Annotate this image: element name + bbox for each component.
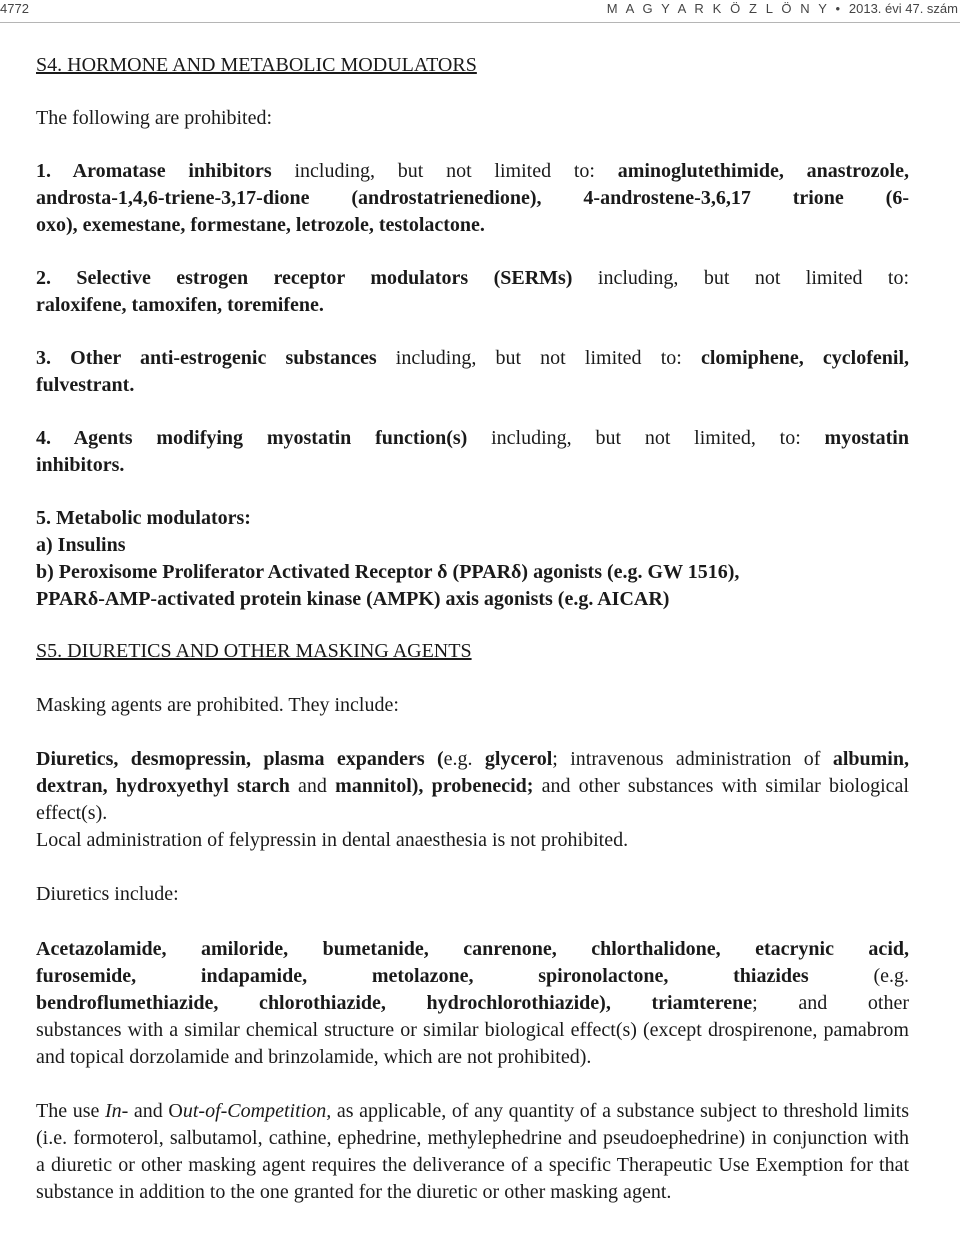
s4-item-2 — [36, 265, 909, 292]
document-body — [36, 52, 909, 1206]
masking-glycerol: glycerol — [484, 748, 553, 770]
s5-intro: Masking agents are prohibited. They include: — [36, 694, 399, 716]
page-number: 4772 — [0, 1, 29, 16]
item-1-list-a: aminoglutethimide, anastrozole, — [617, 160, 909, 182]
tue-in-competition: In- — [104, 1100, 129, 1122]
item-2-lead: 2. Selective estrogen receptor modulators (SERMs) — [36, 267, 573, 289]
item-3-list-a: clomiphene, cyclofenil, — [700, 347, 909, 369]
s4-item-5-title: 5. Metabolic modulators: — [36, 507, 251, 529]
masking-eg — [444, 748, 485, 770]
s4-item-5-a: a) Insulins — [36, 534, 126, 556]
item-3-mid: including, but not limited to: — [376, 347, 701, 369]
journal-name: M A G Y A R K Ö Z L Ö N Y — [606, 1, 830, 16]
item-4-lead: 4. Agents modifying myostatin function(s) — [36, 427, 468, 449]
diuretics-line-2-rest: (e.g. — [808, 965, 909, 987]
masking-list-a: Diuretics, desmopressin, plasma expanders ( — [36, 748, 444, 770]
page-header — [0, 0, 960, 23]
s4-item-4 — [36, 425, 909, 452]
s4-item-3-list-b: fulvestrant. — [36, 374, 135, 396]
masking-eg-text: e.g. — [443, 748, 485, 770]
tue-a: The use — [36, 1100, 105, 1122]
s4-item-1 — [36, 158, 909, 185]
s4-item-5-b-cont: PPARδ-AMP-activated protein kinase (AMPK) axis agonists (e.g. AICAR) — [36, 588, 670, 610]
issue-number: 2013. évi 47. szám — [848, 1, 958, 16]
item-4-mid: including, but not limited, to: — [467, 427, 825, 449]
masking-text-i: with similar biological effect(s). — [36, 775, 909, 824]
journal-title — [607, 1, 958, 16]
diuretics-include-label: Diuretics include: — [36, 883, 179, 905]
item-1-lead: 1. Aromatase inhibitors — [36, 160, 272, 182]
tue-c: and O — [128, 1100, 183, 1122]
s4-item-5-b: b) Peroxisome Proliferator Activated Receptor δ (PPARδ) agonists (e.g. GW 1516), — [36, 561, 740, 583]
s4-item-4-list-b: inhibitors. — [36, 454, 125, 476]
tue-paragraph — [36, 1098, 909, 1206]
item-2-mid: including, but not limited to: — [572, 267, 910, 289]
diuretics-line-2 — [36, 963, 909, 990]
s4-item-1-line-2: androsta-1,4,6-triene-3,17-dione (androstatrienedione), 4-androstene-3,6,17 trione (6- — [36, 187, 909, 209]
s4-item-3 — [36, 345, 909, 372]
local-administration-note: Local administration of felypressin in dental anaesthesia is not prohibited. — [36, 829, 629, 851]
diuretics-line-3 — [36, 990, 909, 1017]
bullet-separator: • — [835, 1, 843, 16]
s4-intro: The following are prohibited: — [36, 107, 273, 129]
s5-masking-agents-paragraph — [36, 746, 909, 827]
diuretics-line-2-bold: furosemide, indapamide, metolazone, spironolactone, thiazides — [36, 965, 809, 987]
section-heading-s5: S5. DIURETICS AND OTHER MASKING AGENTS — [36, 640, 472, 662]
s4-item-2-list: raloxifene, tamoxifen, toremifene. — [36, 294, 324, 316]
s4-item-1-line-3: oxo), exemestane, formestane, letrozole, testolactone. — [36, 214, 485, 236]
diuretics-line-3-rest: ; and other — [752, 992, 909, 1014]
diuretics-rest: substances with a similar chemical structure or similar biological effect(s) (except drospirenone, pamabrom and topical dorzolamide and brinzolamide, which are not prohibited). — [36, 1019, 909, 1068]
section-heading-s4: S4. HORMONE AND METABOLIC MODULATORS — [36, 54, 477, 76]
masking-text-d: ; intravenous administration of — [552, 748, 821, 770]
masking-text-f: and — [289, 775, 336, 797]
item-4-list-a: myostatin — [824, 427, 909, 449]
masking-text-h: and other substances — [533, 775, 714, 797]
diuretics-line-3-bold: bendroflumethiazide, chlorothiazide, hydrochlorothiazide), triamterene — [36, 992, 753, 1014]
item-1-mid: including, but not limited to: — [271, 160, 618, 182]
masking-list-e: albumin, dextran, hydroxyethyl starch — [36, 748, 909, 797]
tue-e: as applicable, of any quantity of a substance subject to threshold limits (i.e. formoterol, salbutamol, cathine, ephedrine, methylephedrine and pseudoephedrine) in conjunction with a diuretic or other masking agent requires the deliverance of a specific Therapeutic Use Exemption for that substance in addition to the one granted for the diuretic or other masking agent. — [36, 1100, 909, 1203]
tue-out-of-competition: ut-of-Competition, — [182, 1100, 332, 1122]
item-3-lead: 3. Other anti-estrogenic substances — [36, 347, 377, 369]
diuretics-line-1: Acetazolamide, amiloride, bumetanide, canrenone, chlorthalidone, etacrynic acid, — [36, 938, 909, 960]
masking-list-g: mannitol), probenecid; — [335, 775, 534, 797]
